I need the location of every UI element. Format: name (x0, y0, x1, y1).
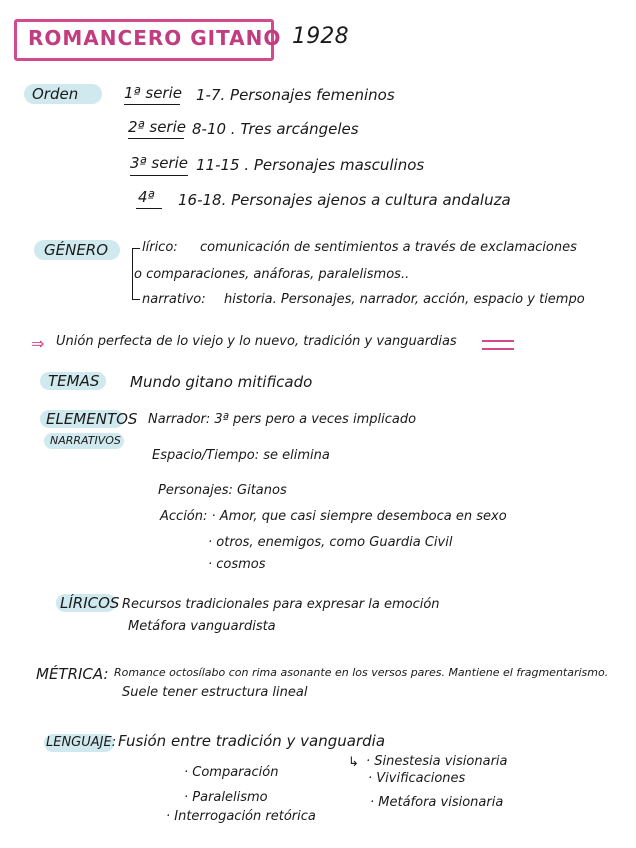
liricos-label: LÍRICOS (60, 594, 120, 612)
lenguaje-left-1: · Comparación (184, 765, 279, 780)
temas-text: Mundo gitano mitificado (130, 373, 313, 391)
orden-label: Orden (32, 85, 79, 103)
narrador: Narrador: 3ª pers pero a veces implicado (148, 412, 417, 427)
serie-2-underline (128, 138, 184, 139)
lirico-cont: o comparaciones, anáforas, paralelismos.. (134, 267, 410, 282)
double-line-decoration (482, 340, 514, 350)
arrow-icon: ⇒ (31, 334, 45, 353)
lirico-head: lírico: (142, 240, 178, 255)
lirico-text: comunicación de sentimientos a través de exclamaciones (200, 240, 577, 255)
serie-4: 4ª (138, 188, 155, 206)
lenguaje-right-3: · Metáfora visionaria (370, 795, 504, 810)
serie-3-text: 11-15 . Personajes masculinos (196, 156, 425, 174)
elementos-label-2: NARRATIVOS (50, 434, 121, 447)
elementos-label-1: ELEMENTOS (46, 410, 138, 428)
lenguaje-left-3: · Interrogación retórica (166, 809, 316, 824)
serie-2-text: 8-10 . Tres arcángeles (192, 120, 359, 138)
liricos-text-1: Recursos tradicionales para expresar la emoción (122, 597, 440, 612)
lenguaje-right-1: · Sinestesia visionaria (366, 754, 508, 769)
serie-3: 3ª serie (130, 154, 188, 172)
union-text: Unión perfecta de lo viejo y lo nuevo, tradición y vanguardias (56, 334, 457, 349)
serie-1-underline (124, 104, 180, 105)
serie-4-text: 16-18. Personajes ajenos a cultura andaluza (178, 191, 511, 209)
narrativo-text: historia. Personajes, narrador, acción, espacio y tiempo (224, 292, 585, 307)
accion-3: · cosmos (208, 557, 266, 572)
genero-bracket-top (132, 248, 140, 249)
lenguaje-right-2: · Vivificaciones (368, 771, 466, 786)
page-title: ROMANCERO GITANO (28, 26, 282, 50)
liricos-text-2: Metáfora vanguardista (128, 619, 276, 634)
lenguaje-left-2: · Paralelismo (184, 790, 268, 805)
serie-2: 2ª serie (128, 118, 186, 136)
genero-bracket (132, 248, 133, 300)
accion: Acción: · Amor, que casi siempre desemboca en sexo (160, 509, 507, 524)
metrica-label: MÉTRICA: (36, 665, 109, 683)
serie-1: 1ª serie (124, 84, 182, 102)
accion-2: · otros, enemigos, como Guardia Civil (208, 535, 453, 550)
year: 1928 (292, 24, 349, 49)
serie-1-text: 1-7. Personajes femeninos (196, 86, 395, 104)
arrow-return-icon: ↳ (348, 755, 359, 770)
serie-4-underline (136, 208, 162, 209)
genero-label: GÉNERO (44, 241, 109, 259)
lenguaje-label: LENGUAJE: (46, 735, 117, 750)
serie-3-underline (130, 175, 188, 176)
temas-label: TEMAS (48, 372, 100, 390)
genero-bracket-bottom (132, 299, 140, 300)
metrica-text-1: Romance octosílabo con rima asonante en los versos pares. Mantiene el fragmentarismo. (114, 666, 609, 679)
espacio: Espacio/Tiempo: se elimina (152, 448, 330, 463)
narrativo-head: narrativo: (142, 292, 206, 307)
lenguaje-text: Fusión entre tradición y vanguardia (118, 732, 386, 750)
metrica-text-2: Suele tener estructura lineal (122, 685, 308, 700)
personajes: Personajes: Gitanos (158, 483, 287, 498)
